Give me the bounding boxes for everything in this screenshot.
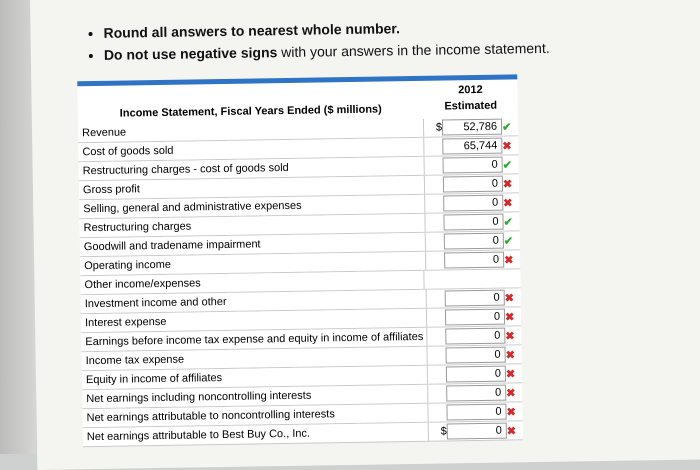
instruction-2: • Do not use negative signs with your answers in the income statement.: [104, 40, 550, 63]
instruction-1: • Round all answers to nearest whole number.: [103, 18, 549, 41]
answer-input[interactable]: 0: [445, 290, 505, 307]
check-icon: ✔: [502, 120, 516, 133]
cross-icon: ✖: [506, 348, 520, 361]
row-label: Equity in income of affiliates: [82, 366, 428, 389]
answer-input[interactable]: 0: [446, 404, 506, 421]
answer-input[interactable]: 0: [443, 214, 503, 231]
row-label: Investment income and other: [81, 290, 427, 313]
cross-icon: ✖: [505, 291, 519, 304]
answer-input[interactable]: 0: [443, 176, 503, 193]
answer-input[interactable]: 0: [446, 347, 506, 364]
row-label: Net earnings including noncontrolling interests: [82, 385, 428, 408]
cross-icon: ✖: [506, 405, 520, 418]
answer-input[interactable]: 0: [447, 423, 507, 440]
answer-input[interactable]: 0: [445, 328, 505, 345]
row-label: Cost of goods sold: [78, 138, 424, 161]
row-label: Net earnings attributable to noncontrolling interests: [82, 404, 428, 427]
row-label: Goodwill and tradename impairment: [80, 233, 426, 256]
row-label: Earnings before income tax expense and equity in income of affiliates: [81, 328, 427, 351]
table-body: [78, 117, 523, 447]
check-icon: ✔: [503, 215, 517, 228]
cross-icon: ✖: [503, 177, 517, 190]
currency-symbol: $: [429, 426, 447, 438]
answer-input[interactable]: 0: [443, 157, 503, 174]
cross-icon: ✖: [505, 310, 519, 323]
income-statement-table: [77, 74, 523, 447]
row-label: Net earnings attributable to Best Buy Co., Inc.: [83, 423, 429, 446]
year-column-header: [423, 79, 518, 118]
answer-input[interactable]: 65,744: [442, 138, 502, 155]
cross-icon: ✖: [506, 386, 520, 399]
check-icon: ✔: [504, 234, 518, 247]
table-header: [77, 74, 518, 124]
instructions: [85, 18, 549, 69]
row-label: Restructuring charges: [79, 214, 425, 237]
row-label: Operating income: [80, 252, 426, 275]
answer-input[interactable]: 0: [446, 366, 506, 383]
answer-input[interactable]: 0: [444, 252, 504, 269]
row-label: Gross profit: [79, 176, 425, 199]
cross-icon: ✖: [502, 139, 516, 152]
row-label: Income tax expense: [82, 347, 428, 370]
page: [30, 0, 700, 470]
answer-input[interactable]: 52,786: [442, 119, 502, 136]
answer-input[interactable]: 0: [446, 385, 506, 402]
row-label: Restructuring charges - cost of goods sold: [79, 157, 425, 180]
answer-input[interactable]: 0: [445, 309, 505, 326]
year-label: 2012: [423, 81, 517, 98]
cross-icon: ✖: [506, 367, 520, 380]
answer-input[interactable]: 0: [444, 233, 504, 250]
currency-symbol: $: [424, 122, 442, 134]
row-label: Interest expense: [81, 309, 427, 332]
cross-icon: ✖: [507, 424, 521, 437]
row-label: Selling, general and administrative expenses: [79, 195, 425, 218]
check-icon: ✔: [503, 158, 517, 171]
answer-input[interactable]: 0: [443, 195, 503, 212]
estimated-label: Estimated: [424, 97, 518, 114]
cross-icon: ✖: [504, 253, 518, 266]
row-label: Other income/expenses: [80, 271, 425, 294]
cross-icon: ✖: [505, 329, 519, 342]
table-caption: Income Statement, Fiscal Years Ended ($ millions): [77, 81, 424, 124]
cross-icon: ✖: [503, 196, 517, 209]
row-label: Revenue: [78, 119, 424, 142]
